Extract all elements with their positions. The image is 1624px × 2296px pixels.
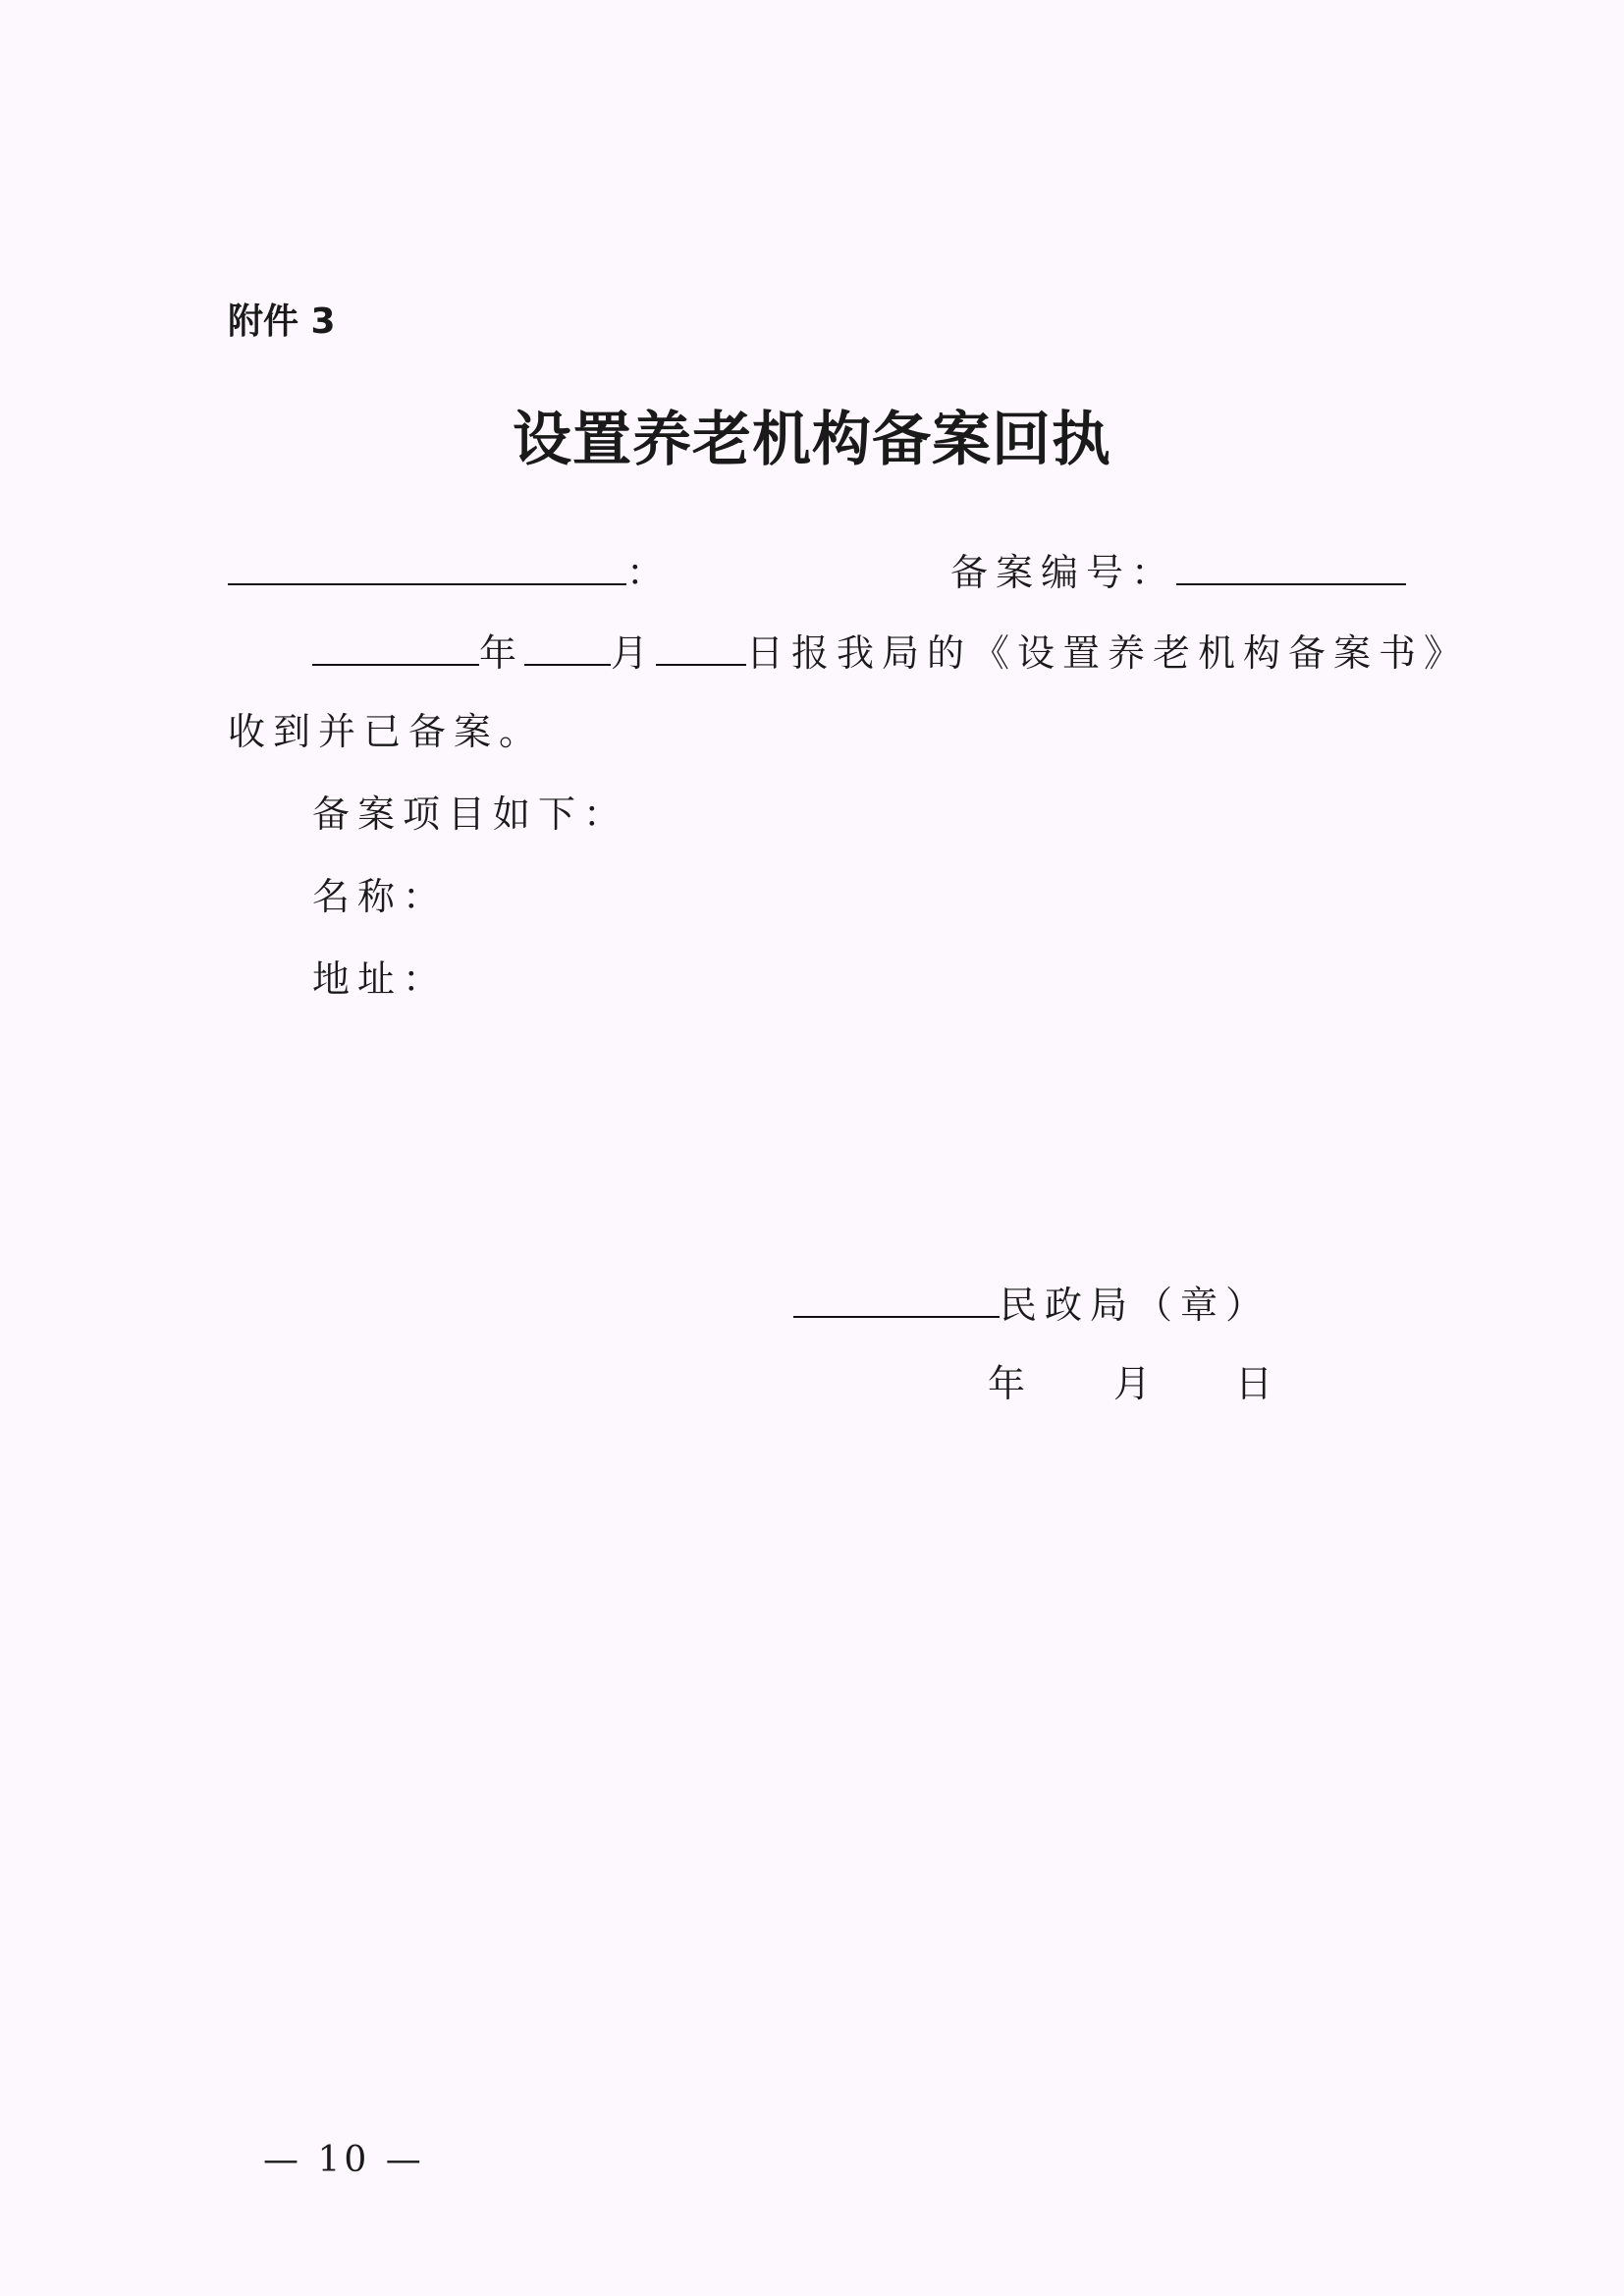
date-line (312, 630, 1470, 675)
year-blank[interactable] (312, 630, 479, 666)
page-title: 设置养老机构备案回执 (513, 406, 1111, 474)
address-label: 地址： (312, 957, 449, 1001)
name-label: 名称： (312, 875, 449, 918)
record-number-line (950, 550, 1406, 594)
month-blank[interactable] (524, 630, 611, 666)
issuer-suffix: 民政局（章） (1000, 1284, 1272, 1327)
sign-date (988, 1362, 1281, 1405)
attachment-label: 附件 3 (228, 301, 336, 342)
addressee-line (228, 550, 673, 594)
record-number-blank[interactable] (1176, 550, 1406, 585)
month-label: 月 (611, 631, 657, 675)
received-text: 收到并已备案。 (228, 710, 545, 753)
sign-date-month: 月 (1113, 1362, 1160, 1405)
sign-date-day: 日 (1235, 1362, 1281, 1405)
year-label: 年 (479, 631, 525, 675)
items-heading: 备案项目如下： (312, 793, 629, 836)
page-number: — 10 — (263, 2140, 425, 2180)
issuer-blank[interactable] (793, 1283, 1000, 1318)
sign-date-year: 年 (988, 1362, 1034, 1405)
addressee-blank[interactable] (228, 550, 626, 585)
record-number-label: 备案编号： (950, 551, 1177, 594)
day-text: 日报我局的《设置养老机构备案书》 (746, 631, 1470, 675)
issuer-line (793, 1283, 1272, 1327)
day-blank[interactable] (656, 630, 746, 666)
addressee-colon: ： (626, 551, 673, 594)
